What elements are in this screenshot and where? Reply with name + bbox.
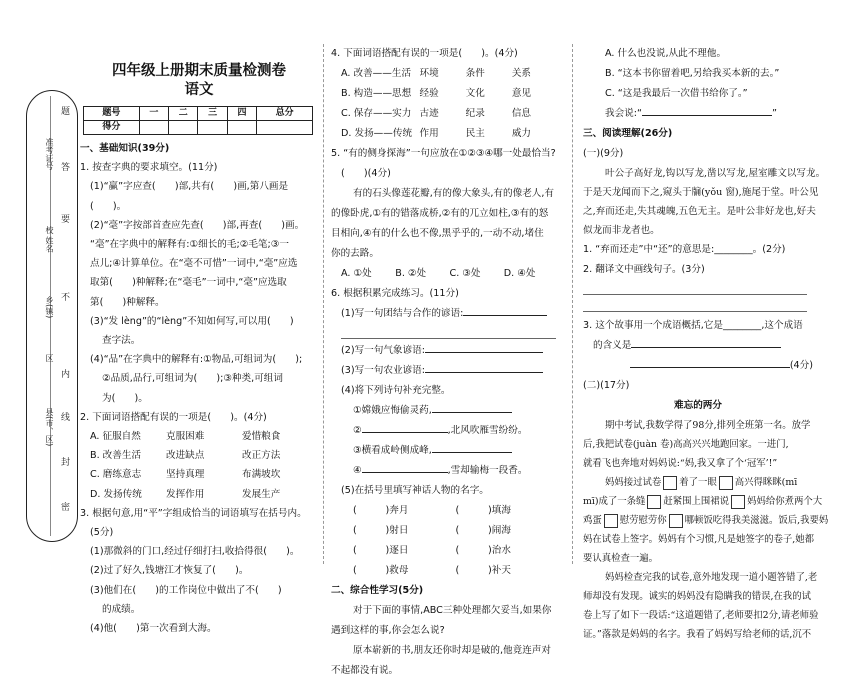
- poem-text: 北风吹雁雪纷纷。: [450, 425, 528, 436]
- passage-text: [583, 492, 823, 511]
- question-text: ( )。: [90, 200, 127, 212]
- passage-text: 卷上写了如下一段话:“这道题错了,老师要扣2分,请老师验: [583, 610, 819, 621]
- answer-line[interactable]: [631, 347, 781, 348]
- passage-text: 遇到这样的事,你会怎么说?: [331, 625, 445, 636]
- binding-mark: 封: [61, 458, 71, 468]
- score-table: [83, 106, 313, 135]
- question-text: (5分): [90, 527, 114, 539]
- column-middle: [331, 44, 558, 681]
- passage-text: 叶公子高好龙,钩以写龙,凿以写龙,屋室雕文以写龙。: [605, 168, 826, 179]
- option: 经验: [419, 88, 439, 99]
- punctuation-box[interactable]: [647, 495, 661, 509]
- answer-line[interactable]: [425, 372, 543, 373]
- option: B. 构造——思想: [341, 88, 412, 99]
- punctuation-box[interactable]: [731, 495, 745, 509]
- text: 慰劳慰劳你: [619, 515, 667, 526]
- option: 改进缺点: [166, 450, 205, 462]
- passage-text: 就看飞也奔地对妈妈说:“妈,我又拿了个‘冠军’!”: [583, 458, 778, 469]
- question-text: ( )(4分): [341, 168, 391, 179]
- story-title: 难忘的两分: [674, 400, 722, 411]
- passage-text: 于是天龙闻而下之,窥头于牖(yǒu 窗),施尾于堂。叶公见: [583, 187, 819, 198]
- myth-row: [331, 561, 558, 581]
- score-cell[interactable]: [227, 121, 256, 135]
- prompt: (1)写一句团结与合作的谚语:: [341, 308, 464, 319]
- prompt: (3)写一句农业谚语:: [341, 365, 425, 376]
- score-header-cell: 题号: [84, 107, 140, 121]
- text: 着了一眼: [679, 477, 717, 488]
- binding-field-county: 县(市、区): [45, 408, 54, 447]
- section-heading: 三、阅读理解(26分): [583, 128, 673, 139]
- answer-line[interactable]: [425, 352, 543, 353]
- option: C. “这是我最后一次借书给你了。”: [605, 88, 748, 99]
- binding-field-exam-number: 准考证号: [45, 138, 54, 170]
- text: 鸡蛋: [583, 515, 602, 526]
- question-text: 1. 按查字典的要求填空。(11分): [80, 162, 218, 174]
- option: C. ③处: [449, 268, 481, 279]
- option: 克服困难: [166, 431, 205, 443]
- myth-item: ( )射日: [353, 525, 409, 536]
- score-cell[interactable]: [198, 121, 227, 135]
- passage-text: 似龙而非龙者也。: [583, 225, 660, 236]
- passage-text: 妈妈检查完我的试卷,意外地发现一道小题答错了,老: [605, 572, 818, 583]
- column-divider: [323, 44, 324, 564]
- points: (4分): [789, 360, 813, 371]
- passage-text: 目相向,④有的什么也不像,黑乎乎的,一动不动,堵住: [331, 228, 544, 239]
- option-row: [331, 84, 558, 104]
- column-divider: [572, 44, 573, 564]
- option-row: [80, 485, 318, 504]
- question-text: [331, 361, 558, 381]
- answer-line[interactable]: [362, 472, 448, 473]
- question-text: [583, 336, 813, 356]
- text: mī)成了一条缝: [583, 496, 646, 507]
- option-row: [80, 427, 318, 446]
- option: C. 磨练意志: [90, 469, 142, 481]
- question-text: 取第( )种解释;在“毫毛”一词中,“毫”应选取: [90, 277, 287, 289]
- option: A. 改善——生活: [341, 68, 412, 79]
- answer-line[interactable]: [583, 297, 807, 312]
- question-text: “毫”在字典中的解释有:①细长的毛;②毛笔;③一: [90, 239, 289, 251]
- option: A. 什么也没说,从此不理他。: [605, 48, 727, 59]
- option: 爱惜粮食: [242, 431, 281, 443]
- question-text: 1. “弃而还走”中“还”的意思是:________。(2分): [583, 244, 786, 255]
- option: A. ①处: [341, 268, 372, 279]
- answer-line[interactable]: [642, 115, 772, 116]
- score-header-cell: 二: [169, 107, 198, 121]
- question-text: 的成绩。: [102, 603, 141, 615]
- myth-row: [331, 521, 558, 541]
- passage-text: 你的去路。: [331, 248, 379, 259]
- myth-item: ( )填海: [455, 505, 511, 516]
- passage-text: [583, 473, 813, 492]
- myth-row: [331, 501, 558, 521]
- subsection-heading: (二)(17分): [583, 380, 630, 391]
- question-text: 4. 下面词语搭配有误的一项是( )。(4分): [331, 48, 518, 59]
- option: 发挥作用: [166, 488, 205, 500]
- answer-line[interactable]: [432, 412, 512, 413]
- myth-item: ( )补天: [455, 565, 511, 576]
- column-left: [80, 44, 318, 638]
- passage-text: 后,我把试卷(juàn 卷)高高兴兴地跑回家。一进门,: [583, 439, 789, 450]
- option: B. 改善生活: [90, 450, 142, 462]
- option: A. 征服自然: [90, 431, 141, 443]
- column-right: [583, 44, 829, 644]
- answer-line[interactable]: [432, 452, 512, 453]
- binding-mark: 线: [61, 413, 71, 423]
- poem-line: ④ ,雪却输梅一段香。: [353, 465, 528, 476]
- section-heading: 二、综合性学习(5分): [331, 585, 424, 596]
- score-header-cell: 总分: [257, 107, 313, 121]
- option: 信息: [511, 108, 532, 119]
- answer-line[interactable]: [362, 432, 448, 433]
- answer-line[interactable]: [630, 367, 790, 368]
- passage-text: 有的石头像莲花瓣,有的像大象头,有的像老人,有: [353, 188, 555, 199]
- option: 坚持真理: [166, 469, 205, 481]
- option: 改正方法: [242, 450, 281, 462]
- option-row: [331, 64, 558, 84]
- option: B. “这本书你留着吧,另给我买本新的去。”: [605, 68, 780, 79]
- binding-mark: 内: [61, 370, 71, 380]
- question-text: 点儿;④计算单位。在“毫不可惜”一词中,“毫”应选: [90, 258, 298, 270]
- score-cell[interactable]: [169, 121, 198, 135]
- poem-text: ③横看成岭侧成峰,: [353, 445, 432, 456]
- option: 环境: [419, 68, 439, 79]
- question-text: 第( )种解释。: [90, 296, 165, 308]
- punctuation-box[interactable]: [604, 514, 618, 528]
- option: 古迹: [419, 108, 439, 119]
- option: B. ②处: [395, 268, 427, 279]
- binding-field-name: 校 姓名: [45, 226, 54, 253]
- score-cell[interactable]: [257, 121, 313, 135]
- text: 高兴得眯眯(mī: [734, 477, 798, 488]
- score-table-score-row: [84, 121, 313, 135]
- answer-prompt: 我会说:“ ”: [605, 108, 777, 119]
- option: 作用: [419, 128, 439, 139]
- option-row: [331, 104, 558, 124]
- question-text: (1)那微斜的门口,经过仔细打扫,收拾得很( )。: [90, 546, 300, 558]
- poem-text: ①嫦娥应悔偷灵药,: [353, 405, 432, 416]
- question-text: [331, 341, 558, 361]
- binding-mark: 不: [61, 293, 71, 303]
- option: 关系: [511, 68, 532, 79]
- passage-text: 对于下面的事情,ABC三种处理都欠妥当,如果你: [353, 605, 552, 616]
- poem-text: ④: [353, 465, 362, 476]
- question-text: [583, 356, 813, 376]
- option: 条件: [465, 68, 485, 79]
- punctuation-box[interactable]: [663, 476, 677, 490]
- score-table-header-row: [84, 107, 313, 121]
- option: D. 发扬——传统: [341, 128, 413, 139]
- prompt: 我会说:“: [605, 108, 642, 119]
- poem-line: ② ,北风吹雁雪纷纷。: [353, 425, 528, 436]
- punctuation-box[interactable]: [669, 514, 683, 528]
- question-text: [331, 304, 558, 324]
- question-text: 2. 下面词语搭配有误的一项是( )。(4分): [80, 411, 267, 423]
- myth-item: ( )救母: [353, 565, 409, 576]
- prompt: (2)写一句气象谚语:: [341, 345, 425, 356]
- option: 意见: [511, 88, 532, 99]
- poem-line: [331, 441, 558, 461]
- passage-text: [583, 511, 829, 530]
- text: 妈妈给你煮两个大: [747, 496, 823, 507]
- poem-text: 雪却输梅一段香。: [450, 465, 528, 476]
- passage-text: 证。”落款是妈妈的名字。我看了妈妈写给老师的话,沉不: [583, 629, 812, 640]
- answer-line[interactable]: [341, 324, 556, 339]
- option-row: [331, 124, 558, 144]
- text: 赶紧围上围裙说: [663, 496, 730, 507]
- passage-text: 不起都没有说。: [331, 665, 399, 676]
- score-header-cell: 三: [198, 107, 227, 121]
- text: 妈妈接过试卷: [605, 477, 662, 488]
- question-text: (3)“发 lèng”的“lèng”不知如何写,可以用( ): [90, 315, 294, 327]
- question-text: 3. 根据句意,用“平”字组成恰当的词语填写在括号内。: [80, 507, 307, 519]
- passage-text: 妈在试卷上签字。妈妈有个习惯,凡是她签字的卷子,她都: [583, 534, 814, 545]
- myth-item: ( )闹海: [455, 525, 511, 536]
- text: 哪顿饭吃得我美滋滋。饭后,我要妈: [684, 515, 829, 526]
- paper-title: 四年级上册期末质量检测卷: [112, 63, 286, 79]
- answer-line[interactable]: [463, 315, 547, 316]
- question-text: (4)将下列诗句补充完整。: [341, 385, 451, 396]
- question-text: 为( )。: [102, 392, 148, 404]
- question-text: 6. 根据积累完成练习。(11分): [331, 288, 459, 299]
- option-row: [80, 465, 318, 484]
- question-text: (3)他们在( )的工作岗位中做出了不( ): [90, 584, 282, 596]
- myth-item: ( )治水: [455, 545, 511, 556]
- myth-item: ( )逐日: [353, 545, 409, 556]
- option: C. 保存——实力: [341, 108, 412, 119]
- passage-text: 之,弃而还走,失其魂魄,五色无主。是叶公非好龙也,好夫: [583, 206, 816, 217]
- question-text: (2)过了好久,钱塘江才恢复了( )。: [90, 565, 249, 577]
- question-text: (4)他( )第一次看到大海。: [90, 623, 217, 635]
- passage-text: 原本崭新的书,朋友还你时却是破的,他竟连声对: [353, 645, 551, 656]
- punctuation-box[interactable]: [719, 476, 733, 490]
- option: 文化: [465, 88, 485, 99]
- myth-row: [331, 541, 558, 561]
- question-text: (5)在括号里填写神话人物的名字。: [341, 485, 489, 496]
- question-text: 查字法。: [102, 335, 141, 347]
- score-row-label: 得分: [84, 121, 140, 135]
- myth-item: ( )奔月: [353, 505, 409, 516]
- passage-text: 的像卧虎,①有的错落成桥,②有的兀立如柱,③有的怒: [331, 208, 549, 219]
- question-text: (1)“赢”字应查( )部,共有( )画,第八画是: [90, 181, 289, 193]
- question-text: (4)“品”在字典中的解释有:①物品,可组词为( );: [90, 354, 303, 366]
- score-header-cell: 一: [139, 107, 168, 121]
- passage-text: 师却没有发现。诚实的妈妈没有隐瞒我的错误,在我的试: [583, 591, 811, 602]
- passage-text: 要认真检查一遍。: [583, 553, 659, 564]
- option-row: [331, 264, 558, 284]
- binding-mark: 题: [61, 107, 71, 117]
- question-text: ②品质,品行,可组词为( );③种类,可组词: [102, 373, 283, 385]
- poem-line: [331, 401, 558, 421]
- question-text: 2. 翻译文中画线句子。(3分): [583, 264, 705, 275]
- option-row: [80, 446, 318, 465]
- question-text: 3. 这个故事用一个成语概括,它是________,这个成语: [583, 320, 803, 331]
- question-text: (2)“毫”字按部首查应先查( )部,再查( )画。: [90, 219, 305, 231]
- option: 民主: [465, 128, 485, 139]
- poem-text: ②: [353, 425, 362, 436]
- paper-subject: 语文: [184, 82, 214, 98]
- option: D. ④处: [503, 268, 536, 279]
- subsection-heading: (一)(9分): [583, 148, 624, 159]
- binding-field-district: 区: [45, 354, 54, 362]
- binding-mark: 要: [61, 215, 71, 225]
- option: 发展生产: [242, 488, 281, 500]
- score-cell[interactable]: [139, 121, 168, 135]
- option: 威力: [511, 128, 532, 139]
- prompt: 的含义是: [593, 340, 632, 351]
- binding-field-town: 乡(镇): [45, 296, 54, 319]
- binding-mark: 密: [61, 503, 71, 513]
- section-heading: 一、基础知识(39分): [80, 143, 170, 154]
- answer-line[interactable]: [583, 280, 807, 295]
- score-header-cell: 四: [227, 107, 256, 121]
- passage-text: 期中考试,我数学得了98分,排列全班第一名。放学: [605, 420, 811, 431]
- question-text: 5. “有的侧身探海”一句应放在①②③④哪一处最恰当?: [331, 148, 556, 159]
- binding-mark: 答: [61, 163, 71, 173]
- option: 布满坡坎: [242, 469, 281, 481]
- option: D. 发扬传统: [90, 488, 142, 500]
- option: 纪录: [465, 108, 485, 119]
